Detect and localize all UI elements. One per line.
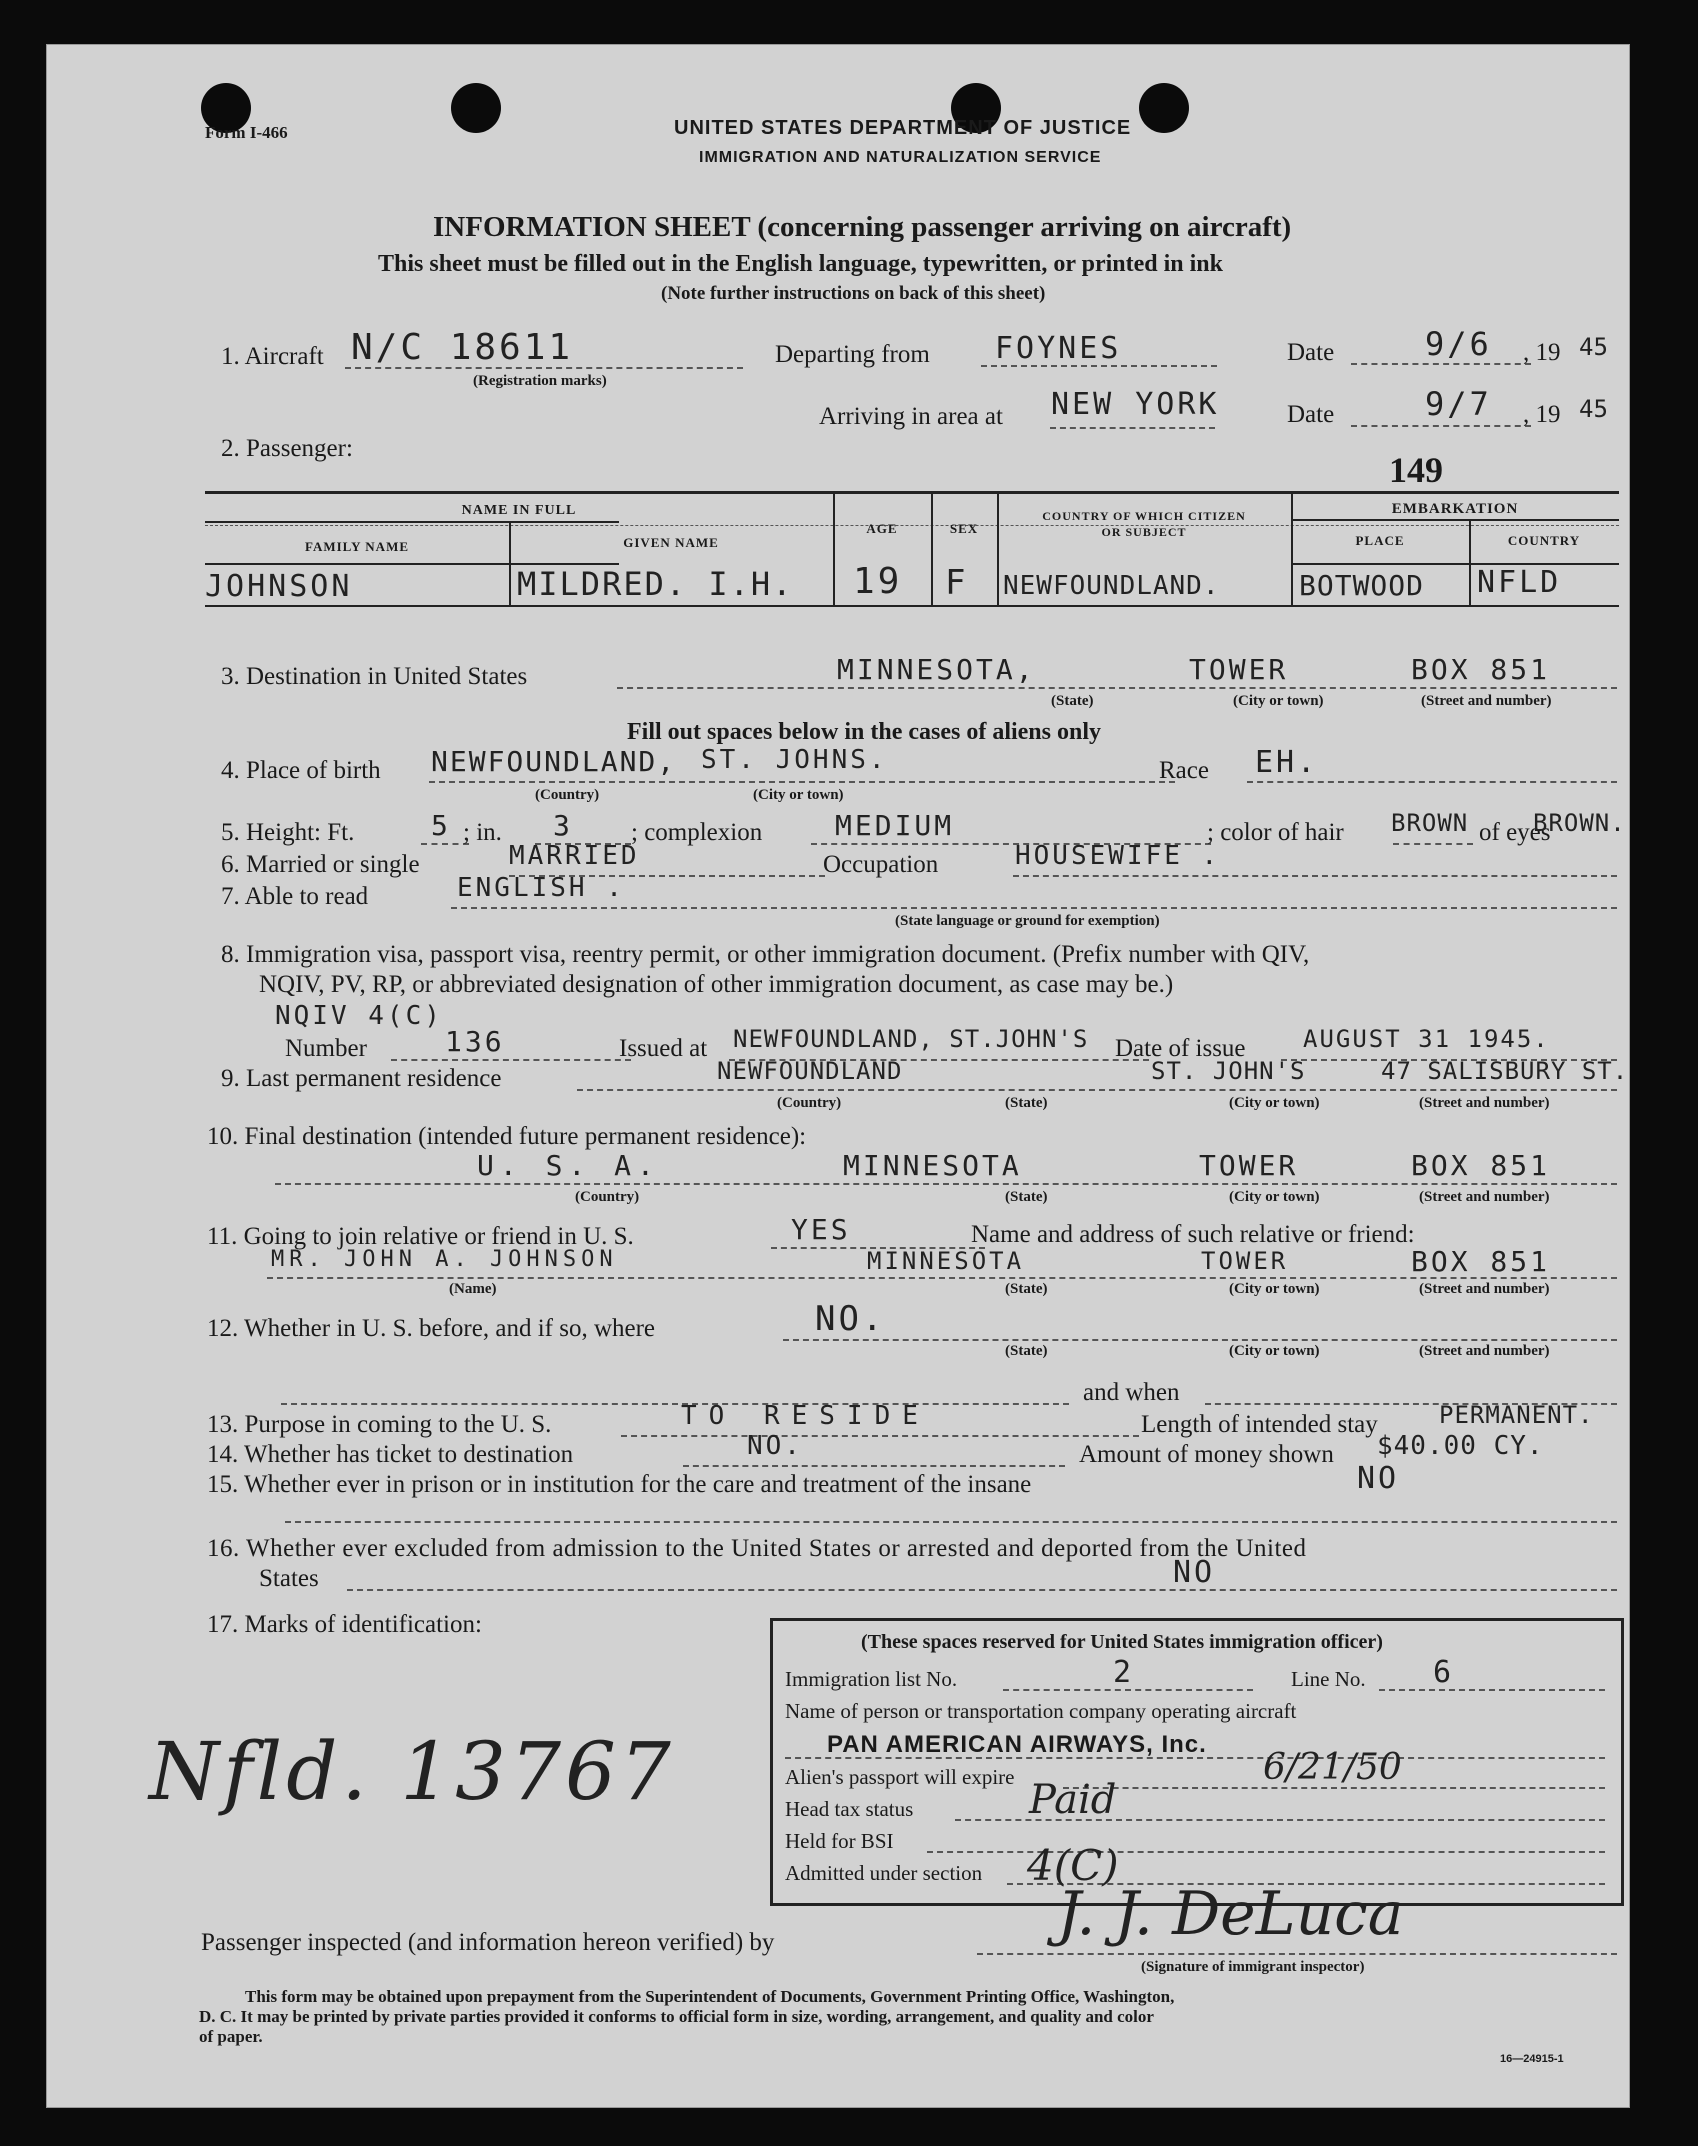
- arrive-year-prefix: , 19: [1523, 401, 1561, 428]
- departing-value: FOYNES: [995, 331, 1122, 366]
- before-state-caption: (State): [1005, 1343, 1048, 1359]
- visa-line2: NQIV, PV, RP, or abbreviated designation of other immigration document, as case may be.): [259, 971, 1174, 998]
- eyes-value: BROWN.: [1533, 809, 1626, 837]
- marital-value: MARRIED: [509, 841, 640, 871]
- passport-label: Alien's passport will expire: [785, 1765, 1015, 1789]
- race-value: EH.: [1255, 745, 1319, 780]
- arrive-year-value: 45: [1579, 395, 1608, 423]
- arrive-date-label: Date: [1287, 401, 1335, 428]
- cell-family-name: JOHNSON: [205, 569, 353, 604]
- cell-sex: F: [945, 563, 969, 603]
- purpose-label: 13. Purpose in coming to the U. S.: [207, 1411, 552, 1438]
- visa-type-value: NQIV 4(C): [275, 1001, 443, 1031]
- dest-city-caption: (City or town): [1233, 693, 1324, 709]
- officer-box: [770, 1618, 1624, 1906]
- before-city-caption: (City or town): [1229, 1343, 1320, 1359]
- birth-label: 4. Place of birth: [221, 757, 381, 784]
- join-name-label: Name and address of such relative or friend:: [971, 1221, 1415, 1248]
- list-no-value: 2: [1113, 1655, 1135, 1690]
- operator-value: PAN AMERICAN AIRWAYS, Inc.: [827, 1731, 1207, 1758]
- punch-hole: [451, 83, 501, 133]
- section-value: 4(C): [1027, 1841, 1119, 1890]
- arrive-date-value: 9/7: [1425, 385, 1492, 423]
- birth-city-caption: (City or town): [753, 787, 844, 803]
- instruction-note: (Note further instructions on back of this sheet): [661, 283, 1046, 304]
- cell-given-name: MILDRED. I.H.: [517, 565, 794, 603]
- passport-value: 6/21/50: [1263, 1747, 1402, 1788]
- res-street-caption: (Street and number): [1419, 1095, 1550, 1111]
- occupation-label: Occupation: [823, 851, 939, 878]
- cell-citizen: NEWFOUNDLAND.: [1003, 571, 1220, 601]
- visa-number-value: 136: [445, 1025, 505, 1058]
- money-value: $40.00 CY.: [1377, 1431, 1544, 1461]
- departing-label: Departing from: [775, 341, 930, 368]
- last-residence-label: 9. Last permanent residence: [221, 1065, 502, 1092]
- complexion-value: MEDIUM: [835, 809, 955, 842]
- number-label: Number: [285, 1035, 367, 1062]
- res-street-value: 47 SALISBURY ST.: [1381, 1057, 1629, 1085]
- issued-at-value: NEWFOUNDLAND, ST.JOHN'S: [733, 1025, 1089, 1053]
- final-street-value: BOX 851: [1411, 1149, 1551, 1182]
- th-family-name: FAMILY NAME: [304, 539, 410, 554]
- agency-title: UNITED STATES DEPARTMENT OF JUSTICE: [674, 117, 1132, 139]
- birth-country-caption: (Country): [535, 787, 600, 803]
- complexion-label: ; complexion: [631, 819, 763, 846]
- dest-state-value: MINNESOTA,: [837, 653, 1036, 686]
- hair-value: BROWN: [1391, 809, 1469, 837]
- tax-label: Head tax status: [785, 1797, 914, 1821]
- aircraft-label: 1. Aircraft: [221, 343, 324, 370]
- excluded-line2: States: [259, 1565, 319, 1592]
- res-country-value: NEWFOUNDLAND: [717, 1057, 903, 1085]
- birth-city-value: ST. JOHNS.: [701, 745, 888, 775]
- th-place: PLACE: [1355, 533, 1405, 548]
- cell-embark-place: BOTWOOD: [1299, 569, 1425, 602]
- prison-value: NO: [1357, 1461, 1400, 1496]
- form-id: Form I-466: [205, 123, 288, 142]
- list-no-label: Immigration list No.: [785, 1667, 958, 1691]
- service-title: IMMIGRATION AND NATURALIZATION SERVICE: [699, 149, 1102, 166]
- depart-year-value: 45: [1579, 333, 1608, 361]
- rel-state-caption: (State): [1005, 1281, 1048, 1297]
- passenger-label: 2. Passenger:: [221, 435, 353, 462]
- read-label: 7. Able to read: [221, 883, 369, 910]
- sheet-number: 149: [1389, 450, 1443, 490]
- read-value: ENGLISH .: [457, 873, 625, 903]
- destination-label: 3. Destination in United States: [221, 663, 528, 690]
- signature-caption: (Signature of immigrant inspector): [1141, 1959, 1365, 1975]
- form-sheet: [46, 44, 1630, 2108]
- depart-date-label: Date: [1287, 339, 1335, 366]
- th-sex: SEX: [949, 521, 979, 536]
- bsi-label: Held for BSI: [785, 1829, 894, 1853]
- operator-label: Name of person or transportation company operating aircraft: [785, 1699, 1297, 1723]
- ticket-value: NO.: [747, 1431, 803, 1461]
- rel-city-caption: (City or town): [1229, 1281, 1320, 1297]
- cell-embark-country: NFLD: [1477, 565, 1562, 600]
- final-state-value: MINNESOTA: [843, 1149, 1022, 1182]
- join-value: YES: [791, 1213, 851, 1246]
- arriving-value: NEW YORK: [1051, 387, 1220, 422]
- depart-date-value: 9/6: [1425, 325, 1492, 363]
- hair-label: ; color of hair: [1207, 819, 1344, 846]
- final-country-caption: (Country): [575, 1189, 640, 1205]
- stay-value: PERMANENT.: [1439, 1401, 1594, 1429]
- footer-line3: of paper.: [199, 2027, 263, 2046]
- th-country: COUNTRY: [1507, 533, 1581, 548]
- excluded-line1: 16. Whether ever excluded from admission to the United States or arrested and deported from the United: [207, 1535, 1307, 1562]
- page-subtitle: This sheet must be filled out in the English language, typewritten, or printed in ink: [378, 251, 1223, 277]
- before-label: 12. Whether in U. S. before, and if so, where: [207, 1315, 656, 1342]
- rel-state-value: MINNESOTA: [867, 1247, 1025, 1275]
- registration-caption: (Registration marks): [473, 373, 607, 389]
- excluded-value: NO: [1173, 1555, 1216, 1590]
- footer-line2: D. C. It may be printed by private parties provided it conforms to official form in size, wording, arrangement, and quality and color: [199, 2007, 1154, 2026]
- res-state-caption: (State): [1005, 1095, 1048, 1111]
- final-city-caption: (City or town): [1229, 1189, 1320, 1205]
- issue-date-label: Date of issue: [1115, 1035, 1246, 1062]
- issue-date-value: AUGUST 31 1945.: [1303, 1025, 1550, 1053]
- dest-street-value: BOX 851: [1411, 653, 1551, 686]
- final-street-caption: (Street and number): [1419, 1189, 1550, 1205]
- final-country-value: U. S. A.: [477, 1149, 660, 1182]
- tax-value: Paid: [1029, 1777, 1117, 1823]
- final-state-caption: (State): [1005, 1189, 1048, 1205]
- punch-hole: [1139, 83, 1189, 133]
- rel-name-caption: (Name): [449, 1281, 497, 1297]
- dest-street-caption: (Street and number): [1421, 693, 1552, 709]
- th-age: AGE: [866, 521, 898, 536]
- marital-label: 6. Married or single: [221, 851, 420, 878]
- visa-line1: 8. Immigration visa, passport visa, reentry permit, or other immigration document. (Prefix number with QIV,: [221, 941, 1310, 968]
- inspector-signature: J. J. DeLuca: [1057, 1879, 1404, 1949]
- dest-state-caption: (State): [1051, 693, 1094, 709]
- page-title: INFORMATION SHEET (concerning passenger arriving on aircraft): [433, 211, 1292, 243]
- inspected-label: Passenger inspected (and information hereon verified) by: [201, 1929, 775, 1956]
- res-city-value: ST. JOHN'S: [1151, 1057, 1306, 1085]
- cell-age: 19: [853, 561, 903, 602]
- rel-name-value: MR. JOHN A. JOHNSON: [271, 1247, 618, 1272]
- th-given-name: GIVEN NAME: [623, 535, 719, 550]
- race-label: Race: [1159, 757, 1209, 784]
- height-ft-value: 5: [431, 809, 451, 842]
- height-label: 5. Height: Ft.: [221, 819, 355, 846]
- and-when-label: and when: [1083, 1379, 1180, 1406]
- final-city-value: TOWER: [1199, 1149, 1299, 1182]
- line-no-value: 6: [1433, 1655, 1455, 1690]
- officer-header: (These spaces reserved for United States immigration officer): [861, 1631, 1383, 1653]
- aircraft-value: N/C 18611: [351, 327, 574, 368]
- aliens-only-heading: Fill out spaces below in the cases of aliens only: [627, 719, 1102, 745]
- ticket-label: 14. Whether has ticket to destination: [207, 1441, 574, 1468]
- rel-city-value: TOWER: [1201, 1247, 1289, 1275]
- read-caption: (State language or ground for exemption): [895, 913, 1160, 929]
- section-label: Admitted under section: [785, 1861, 983, 1885]
- marks-value: Nfld. 13767: [149, 1725, 675, 1818]
- height-in-value: 3: [553, 809, 573, 842]
- res-country-caption: (Country): [777, 1095, 842, 1111]
- dest-city-value: TOWER: [1189, 653, 1289, 686]
- line-no-label: Line No.: [1291, 1667, 1366, 1691]
- final-dest-label: 10. Final destination (intended future permanent residence):: [207, 1123, 807, 1150]
- money-label: Amount of money shown: [1079, 1441, 1334, 1468]
- res-city-caption: (City or town): [1229, 1095, 1320, 1111]
- th-name-in-full: NAME IN FULL: [461, 503, 577, 518]
- th-embarkation: EMBARKATION: [1391, 501, 1519, 517]
- occupation-value: HOUSEWIFE .: [1015, 841, 1221, 871]
- length-label: Length of intended stay: [1141, 1411, 1378, 1438]
- birth-country-value: NEWFOUNDLAND,: [431, 745, 677, 778]
- th-citizen-line1: COUNTRY OF WHICH CITIZEN: [1042, 509, 1246, 523]
- before-value: NO.: [815, 1299, 886, 1339]
- before-street-caption: (Street and number): [1419, 1343, 1550, 1359]
- th-citizen-line2: OR SUBJECT: [1101, 525, 1187, 539]
- purpose-value: TO RESIDE: [681, 1401, 930, 1431]
- marks-label: 17. Marks of identification:: [207, 1611, 482, 1638]
- footer-line1: This form may be obtained upon prepayment from the Superintendent of Documents, Government Printing Office, Washington,: [245, 1987, 1175, 2006]
- print-code: 16—24915-1: [1500, 2053, 1564, 2065]
- prison-label: 15. Whether ever in prison or in institution for the care and treatment of the insane: [207, 1471, 1032, 1498]
- join-label: 11. Going to join relative or friend in U. S.: [207, 1223, 634, 1250]
- rel-street-value: BOX 851: [1411, 1245, 1551, 1278]
- inches-label: ; in.: [463, 819, 502, 846]
- rel-street-caption: (Street and number): [1419, 1281, 1550, 1297]
- arriving-label: Arriving in area at: [819, 403, 1003, 430]
- eyes-label: of eyes: [1479, 819, 1551, 846]
- depart-year-prefix: , 19: [1523, 339, 1561, 366]
- issued-at-label: Issued at: [619, 1035, 708, 1062]
